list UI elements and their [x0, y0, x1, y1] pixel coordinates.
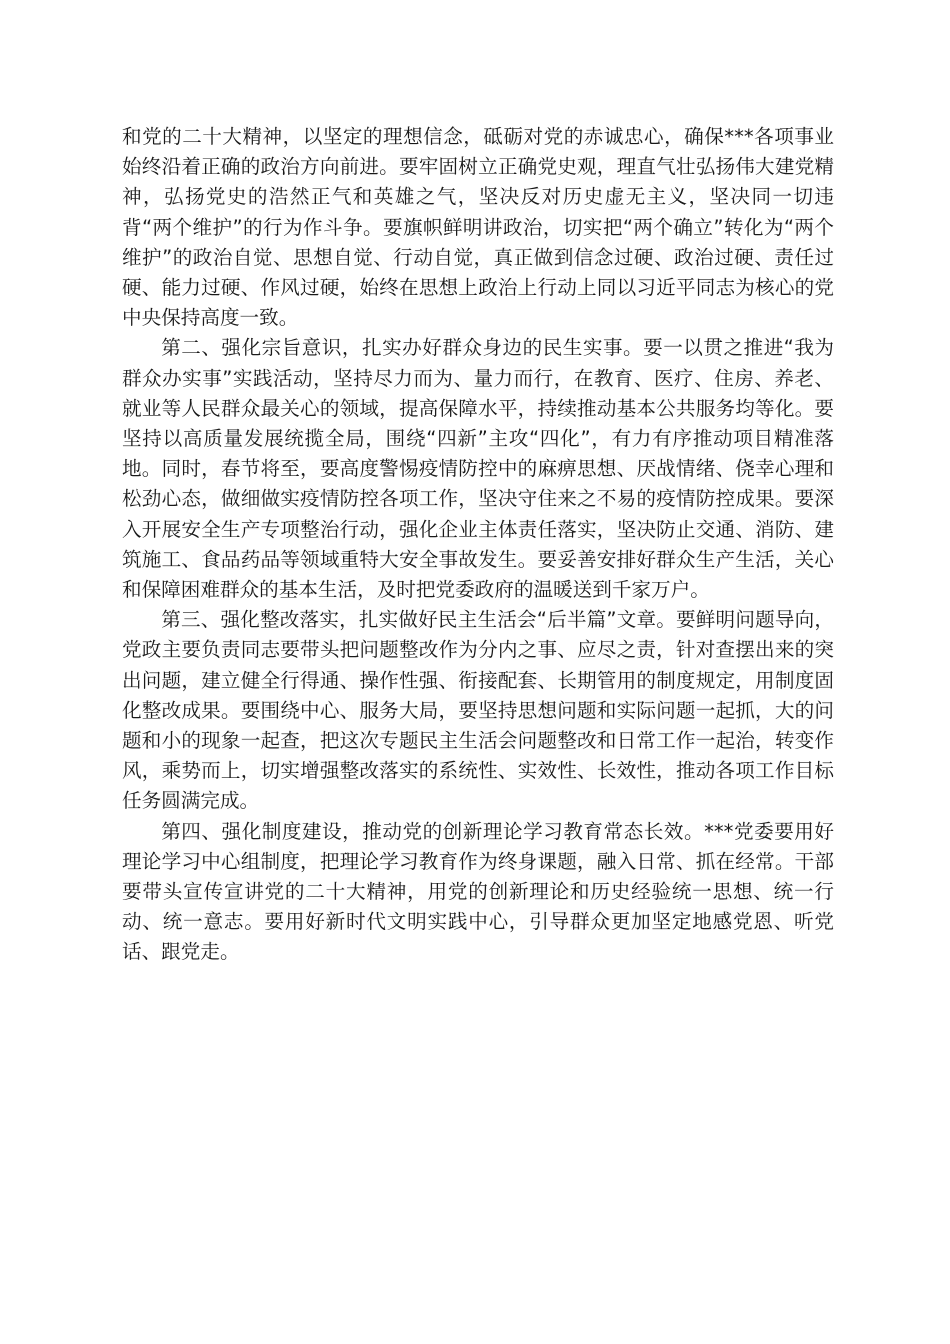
paragraph-third: 第三、强化整改落实，扎实做好民主生活会“后半篇”文章。要鲜明问题导向，党政主要负责同志要带头把问题整改作为分内之事、应尽之责，针对查摆出来的突出问题，建立健全行得通、操作性强、衔接配套、长期管用的制度规定，用制度固化整改成果。要围绕中心、服务大局，要坚持思想问题和实际问题一起抓，大的问题和小的现象一起查，把这次专题民主生活会问题整改和日常工作一起治，转变作风，乘势而上，切实增强整改落实的系统性、实效性、长效性，推动各项工作目标任务圆满完成。: [122, 608, 834, 813]
paragraph-fourth: 第四、强化制度建设，推动党的创新理论学习教育常态长效。***党委要用好理论学习中心组制度，把理论学习教育作为终身课题，融入日常、抓在经常。干部要带头宣传宣讲党的二十大精神，用党的创新理论和历史经验统一思想、统一行动、统一意志。要用好新时代文明实践中心，引导群众更加坚定地感党恩、听党话、跟党走。: [122, 819, 834, 964]
document-body: [122, 122, 834, 968]
paragraph-second: 第二、强化宗旨意识，扎实办好群众身边的民生实事。要一以贯之推进“我为群众办实事”实践活动，坚持尽力而为、量力而行，在教育、医疗、住房、养老、就业等人民群众最关心的领域，提高保障水平，持续推动基本公共服务均等化。要坚持以高质量发展统揽全局，围绕“四新”主攻“四化”，有力有序推动项目精准落地。同时，春节将至，要高度警惕疫情防控中的麻痹思想、厌战情绪、侥幸心理和松劲心态，做细做实疫情防控各项工作，坚决守住来之不易的疫情防控成果。要深入开展安全生产专项整治行动，强化企业主体责任落实，坚决防止交通、消防、建筑施工、食品药品等领域重特大安全事故发生。要妥善安排好群众生产生活，关心和保障困难群众的基本生活，及时把党委政府的温暖送到千家万户。: [122, 336, 834, 602]
paragraph-continuation: 和党的二十大精神，以坚定的理想信念，砥砺对党的赤诚忠心，确保***各项事业始终沿着正确的政治方向前进。要牢固树立正确党史观，理直气壮弘扬伟大建党精神，弘扬党史的浩然正气和英雄之气，坚决反对历史虚无主义，坚决同一切违背“两个维护”的行为作斗争。要旗帜鲜明讲政治，切实把“两个确立”转化为“两个维护”的政治自觉、思想自觉、行动自觉，真正做到信念过硬、政治过硬、责任过硬、能力过硬、作风过硬，始终在思想上政治上行动上同以习近平同志为核心的党中央保持高度一致。: [122, 125, 834, 330]
